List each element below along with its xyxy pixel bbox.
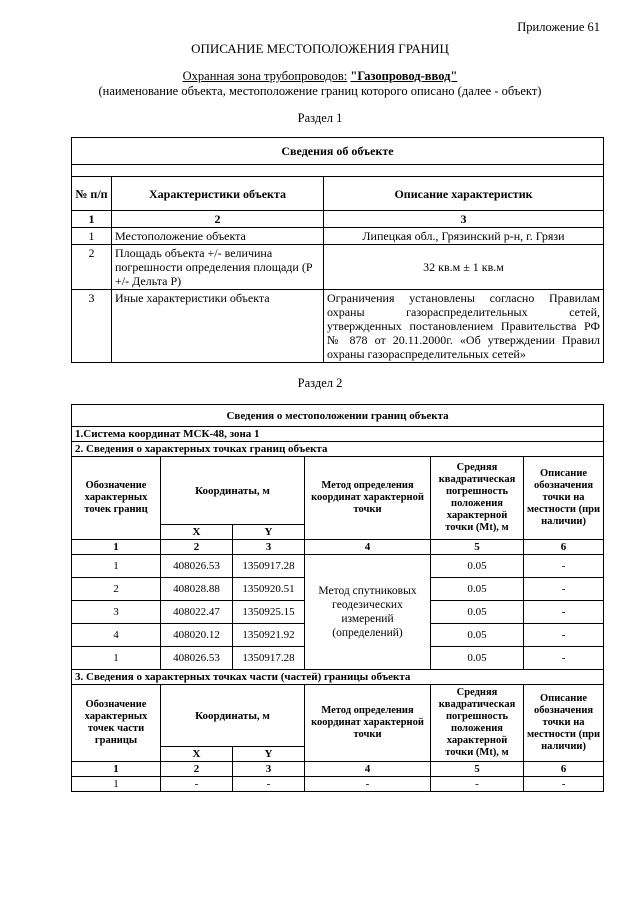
point-y: 1350917.28 bbox=[233, 555, 305, 578]
part2-title: 2. Сведения о характерных точках границ объекта bbox=[72, 442, 604, 457]
boundary-table-title: Сведения о местоположении границ объекта bbox=[72, 405, 604, 427]
part-point-id: 1 bbox=[72, 777, 161, 792]
point-x: 408026.53 bbox=[161, 647, 233, 670]
coord-system: 1.Система координат МСК-48, зона 1 bbox=[72, 427, 604, 442]
point-row bbox=[72, 555, 604, 578]
object-prefix: Охранная зона трубопроводов: bbox=[182, 69, 348, 83]
col-number: 1 bbox=[72, 540, 161, 555]
col-header-point: Обозначение характерных точек границ bbox=[72, 457, 161, 540]
spacer-row bbox=[72, 165, 604, 177]
section2-title: Раздел 2 bbox=[297, 376, 343, 390]
point-x: 408028.88 bbox=[161, 578, 233, 601]
part-point-row bbox=[72, 777, 604, 792]
col-number: 4 bbox=[305, 540, 431, 555]
row-value: Ограничения установлены согласно Правилам охраны газораспределительных сетей, утвержденных постановлением Правительства РФ № 878 от 20.11.2000г. «Об утверждении Правил охраны газораспределительных сетей» bbox=[324, 290, 604, 363]
part3-title: 3. Сведения о характерных точках части (частей) границы объекта bbox=[72, 670, 604, 685]
table-row bbox=[72, 245, 604, 290]
col-header-x: X bbox=[161, 747, 233, 762]
point-desc: - bbox=[524, 601, 604, 624]
point-y: 1350917.28 bbox=[233, 647, 305, 670]
row-name: Местоположение объекта bbox=[112, 228, 324, 245]
point-id: 4 bbox=[72, 624, 161, 647]
col-number: 6 bbox=[524, 540, 604, 555]
point-y: 1350921.92 bbox=[233, 624, 305, 647]
col-number: 5 bbox=[431, 762, 524, 777]
point-mt: 0.05 bbox=[431, 555, 524, 578]
col-header-method: Метод определения координат характерной точки bbox=[305, 685, 431, 762]
method-cell: Метод спутниковых геодезических измерений (определений) bbox=[305, 555, 431, 670]
col-header-y: Y bbox=[233, 747, 305, 762]
col-number: 2 bbox=[161, 540, 233, 555]
part-point-x: - bbox=[161, 777, 233, 792]
col-header-y: Y bbox=[233, 525, 305, 540]
row-value: Липецкая обл., Грязинский р-н, г. Грязи bbox=[324, 228, 604, 245]
point-desc: - bbox=[524, 555, 604, 578]
object-description: (наименование объекта, местоположение границ которого описано (далее - объект) bbox=[98, 84, 542, 98]
object-info-table bbox=[71, 137, 604, 363]
object-name-line bbox=[0, 69, 640, 84]
col-header-desc: Описание обозначения точки на местности (при наличии) bbox=[524, 457, 604, 540]
col-number: 5 bbox=[431, 540, 524, 555]
table-row bbox=[72, 228, 604, 245]
col-number: 3 bbox=[324, 211, 604, 228]
point-desc: - bbox=[524, 647, 604, 670]
point-desc: - bbox=[524, 624, 604, 647]
col-header-point-part: Обозначение характерных точек части границы bbox=[72, 685, 161, 762]
col-number: 6 bbox=[524, 762, 604, 777]
col-header-x: X bbox=[161, 525, 233, 540]
col-number: 1 bbox=[72, 762, 161, 777]
row-name: Площадь объекта +/- величина погрешности определения площади (Р +/- Дельта Р) bbox=[112, 245, 324, 290]
point-x: 408022.47 bbox=[161, 601, 233, 624]
col-header-error: Средняя квадратическая погрешность положения характерной точки (Mt), м bbox=[431, 457, 524, 540]
object-name: "Газопровод-ввод" bbox=[350, 69, 458, 83]
boundary-table bbox=[71, 404, 604, 792]
point-mt: 0.05 bbox=[431, 624, 524, 647]
col-number: 2 bbox=[161, 762, 233, 777]
col-number: 4 bbox=[305, 762, 431, 777]
object-info-table-title: Сведения об объекте bbox=[72, 138, 604, 165]
row-name: Иные характеристики объекта bbox=[112, 290, 324, 363]
col-header-coords: Координаты, м bbox=[161, 685, 305, 747]
point-mt: 0.05 bbox=[431, 647, 524, 670]
point-id: 1 bbox=[72, 647, 161, 670]
row-num: 3 bbox=[72, 290, 112, 363]
col-header-characteristic: Характеристики объекта bbox=[112, 177, 324, 211]
point-id: 1 bbox=[72, 555, 161, 578]
point-id: 3 bbox=[72, 601, 161, 624]
point-x: 408026.53 bbox=[161, 555, 233, 578]
col-header-method: Метод определения координат характерной точки bbox=[305, 457, 431, 540]
col-header-desc: Описание обозначения точки на местности (при наличии) bbox=[524, 685, 604, 762]
col-header-num: № п/п bbox=[72, 177, 112, 211]
point-mt: 0.05 bbox=[431, 578, 524, 601]
row-num: 2 bbox=[72, 245, 112, 290]
part-point-method: - bbox=[305, 777, 431, 792]
part-point-desc: - bbox=[524, 777, 604, 792]
col-header-description: Описание характеристик bbox=[324, 177, 604, 211]
document-title: ОПИСАНИЕ МЕСТОПОЛОЖЕНИЯ ГРАНИЦ bbox=[191, 41, 449, 56]
col-number: 1 bbox=[72, 211, 112, 228]
col-number: 3 bbox=[233, 762, 305, 777]
part-point-mt: - bbox=[431, 777, 524, 792]
point-mt: 0.05 bbox=[431, 601, 524, 624]
col-header-coords: Координаты, м bbox=[161, 457, 305, 525]
row-num: 1 bbox=[72, 228, 112, 245]
section1-title: Раздел 1 bbox=[297, 111, 343, 125]
point-x: 408020.12 bbox=[161, 624, 233, 647]
col-header-error: Средняя квадратическая погрешность положения характерной точки (Mt), м bbox=[431, 685, 524, 762]
part-point-y: - bbox=[233, 777, 305, 792]
col-number: 3 bbox=[233, 540, 305, 555]
point-id: 2 bbox=[72, 578, 161, 601]
point-y: 1350920.51 bbox=[233, 578, 305, 601]
point-y: 1350925.15 bbox=[233, 601, 305, 624]
appendix-label: Приложение 61 bbox=[517, 20, 600, 34]
point-desc: - bbox=[524, 578, 604, 601]
row-value: 32 кв.м ± 1 кв.м bbox=[324, 245, 604, 290]
col-number: 2 bbox=[112, 211, 324, 228]
table-row bbox=[72, 290, 604, 363]
